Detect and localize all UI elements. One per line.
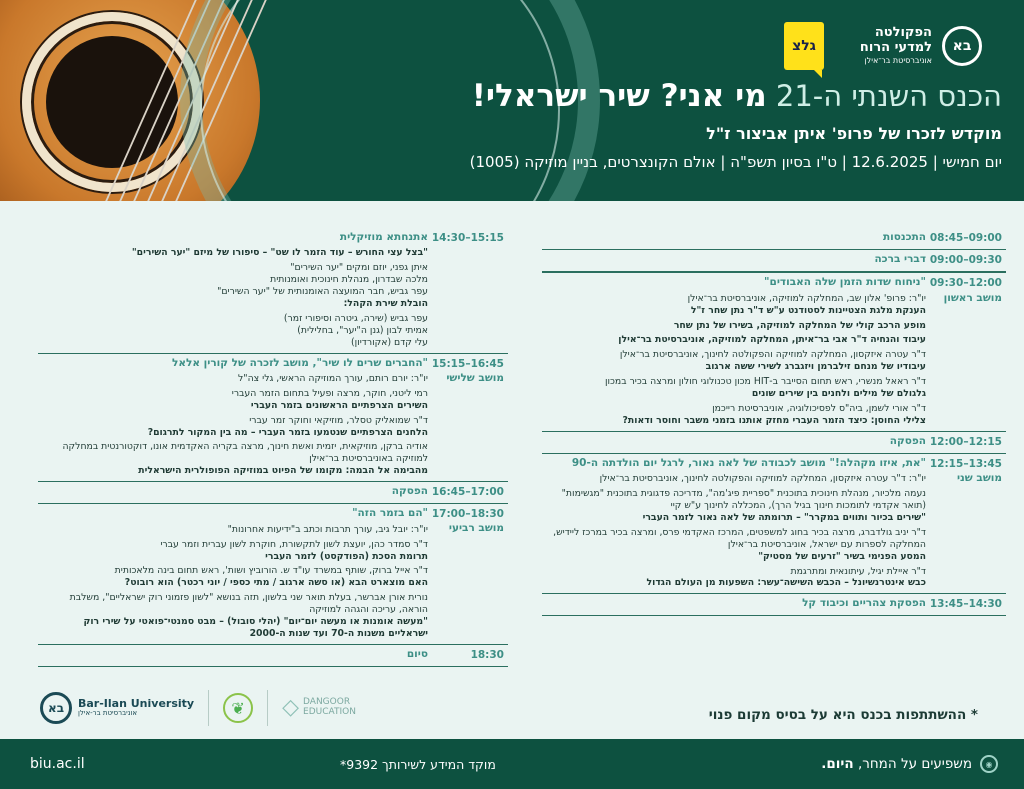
- session-label: מושב רביעי: [448, 522, 504, 535]
- speaker-entry: [42, 262, 428, 310]
- session-title: הפסקה: [391, 485, 428, 498]
- session-title: "את, איזו מקהלה!" מושב לכבודה של לאה נאור, לרגל יום הולדתה ה-90: [571, 456, 926, 469]
- talk-title: המסע הפנימי בשיר "זרעים של מסטיק": [758, 550, 926, 562]
- bar-ilan-emblem-icon: בא: [40, 692, 72, 724]
- speaker-entry: [546, 376, 926, 400]
- speaker-entry: [42, 565, 428, 589]
- talk-title: האם מוצארט הבא (או סשה ארגוב / מתי כספי / יוני רכטר) הוא רובוט?: [124, 577, 428, 589]
- talk-title: מופע הרכב קולי של המחלקה למוזיקה, בשירו של נתן שחר: [673, 319, 926, 331]
- time-range: 15:15–14:30: [431, 232, 504, 244]
- conference-subtitle: מוקדש לזכרו של פרופ' איתן אביצור ז"ל: [706, 124, 1002, 143]
- faculty-name-line1: הפקולטה: [874, 25, 932, 41]
- partner-logos: [40, 690, 356, 726]
- session-title: הפסקה: [889, 434, 926, 447]
- speaker-entry: [546, 334, 926, 346]
- university-name: אוניברסיטת בר־אילן: [864, 56, 932, 66]
- bar-ilan-hebrew: אוניברסיטת בר-אילן: [78, 709, 138, 718]
- dangoor-line1: DANGOOR: [303, 697, 351, 708]
- time-range: 12:15–12:00: [929, 435, 1002, 448]
- schedule-row: [38, 504, 508, 644]
- time-range: 16:45–15:15: [431, 357, 504, 370]
- session-title: "ניחוח שדות הזמן שלה האבודים": [764, 276, 926, 289]
- talk-title: עיבוד והנחיה ד"ר אבי בר־איתן, המחלקה למוזיקה, אוניברסיטת בר־אילן: [618, 334, 926, 346]
- bar-ilan-name: Bar-Ilan University: [78, 697, 195, 711]
- schedule-content: [542, 597, 926, 611]
- talk-title: כבש אינטרנשיונל – הכבש השישה־עשר: השפעות מן העולם הגדול: [646, 577, 926, 589]
- speaker-line: איתן גפני, יוזם ומקים "יער השירים": [290, 262, 428, 274]
- session-label: מושב שני: [956, 472, 1002, 485]
- session-title: "החברים שרים לו שיר", מושב לזכרה של קורין אלאל: [171, 356, 428, 369]
- speaker-entry: [42, 539, 428, 563]
- speaker-line: נעמה מלכיור, מנהלת חינוכית בתוכנית "ספריית פיג'מה", מדריכה פדגוגית בתוכנית "מגשימות" (תואר אקדמי לתומכות חינוך בגיל הרך), המכללה לחינוך ע"ש קיי: [561, 488, 926, 512]
- time-range: 12:00–09:30: [929, 277, 1002, 290]
- footer-bar: [0, 739, 1024, 789]
- speaker-line: מלכה שבדרון, מנהלת חינוכית ואומנותית: [270, 274, 428, 286]
- talk-title: הלחנים הצרפתיים שנטמעו בזמר העברי – מה בין המקור לתרגום?: [147, 426, 428, 438]
- conference-titles: [362, 78, 1002, 171]
- speaker-entry: [546, 473, 926, 485]
- faculty-name-line2: למדעי הרוח: [859, 40, 932, 56]
- leaf-logo-icon: ❦: [223, 693, 253, 723]
- speaker-line: ד"ר אייל ברוק, שותף במשרד עו"ד ש. הורוביץ ושות', ראש תחום בינה מלאכותית: [114, 565, 428, 577]
- talk-title: צלילי החוסן: כיצד הזמר העברי מחזק אותנו בזמני משבר וחוסר ודאות?: [622, 414, 926, 426]
- conference-title: הכנס השנתי ה-21 מי אני? שיר ישראלי!: [471, 78, 1002, 114]
- schedule-row: [542, 273, 1006, 431]
- conference-title-main: מי אני? שיר ישראלי!: [471, 78, 767, 114]
- session-label: מושב שלישי: [446, 371, 504, 384]
- schedule-time: [428, 357, 508, 478]
- schedule-time: [926, 457, 1006, 589]
- talk-title: גלגולם של מילים ולחנים בין שירים שונים: [751, 388, 926, 400]
- circle-logo-icon: ◉: [980, 755, 998, 773]
- speaker-line: עלי קדם (אקורדיון): [351, 336, 428, 348]
- speaker-line: יו"ר: ד"ר עטרה איזקסון, המחלקה למוזיקה והפקולטה לחינוך, אוניברסיטת בר־אילן: [599, 473, 926, 485]
- speaker-entry: [546, 320, 926, 332]
- talk-title: הענקת מלגת הצטיינות לסטודנט ע"ש ד"ר נתן שחר ז"ל: [690, 304, 926, 316]
- talk-title: "בצל עצי החורש – עוד הזמר לו שט" – סיפורו של מיזם "יער השירים": [131, 247, 428, 259]
- speaker-entry: [42, 313, 428, 349]
- dangoor-logo: [282, 696, 356, 720]
- talk-title: עיבודיו של מנחם זילברמן ויזגברג לשירי ששה ארגוב: [705, 361, 926, 373]
- speaker-line: ד"ר יניב גולדברג, מרצה בכיר בחוג למשפטים, המרכז האקדמי פרס, ומרצה בכיר במרכז ליידיש, המחלקה לספרות עם ישראל, אוניברסיטת בר־אילן: [553, 526, 926, 550]
- time-range: 14:30–13:45: [929, 598, 1002, 611]
- schedule-row: [38, 482, 508, 504]
- dangoor-line2: EDUCATION: [303, 707, 356, 717]
- schedule-content: [38, 231, 428, 349]
- speaker-line: נורית אורן אברשר, בעלת תואר שני בלשון, תזה בנושא "לשון פזמוני רוק ישראליים", משלבת הוראה, עריכה והגהה למוזיקה: [69, 592, 428, 616]
- program-column-left: [38, 228, 508, 667]
- speaker-entry: [546, 488, 926, 524]
- speaker-line: רמי ליטני, חוקר, מרצה ופעיל בתחום הזמר העברי: [231, 387, 428, 399]
- footer-slogan: [821, 755, 998, 773]
- speaker-line: ד"ר איילת יגיל, עיתונאית ומתרגמת: [790, 565, 926, 577]
- schedule-content: [38, 357, 428, 478]
- speaker-line: ד"ר סמדר כהן, יועצת לשון לתקשורת, חוקרת לשון עברית וזמר עברי: [160, 538, 428, 550]
- schedule-content: [38, 648, 428, 662]
- talk-title: "שירים בכיור ותווים במקרר" – תרומתה של לאה נאור לזמר העברי: [642, 511, 926, 523]
- schedule-content: [542, 276, 926, 426]
- schedule-time: [428, 648, 508, 662]
- speaker-line: יו"ר: יורם רותם, עורך המוזיקה הראשי, גלי צה"ל: [238, 373, 428, 384]
- speaker-line: יו"ר: יובל גיב, עורך תרבות וכתב ב"ידיעות אחרונות": [227, 523, 428, 535]
- session-title: אתנחתא מוזיקלית: [339, 231, 428, 243]
- schedule-row: [38, 645, 508, 667]
- schedule-row: [542, 228, 1006, 250]
- time-range: 09:30–09:00: [929, 254, 1002, 267]
- divider: [208, 690, 209, 726]
- time-range: 18:30–17:00: [431, 508, 504, 521]
- schedule-content: [542, 231, 926, 245]
- speaker-line: ד"ר אורי לשמן, ביה"ס לפסיכולוגיה, אוניברסיטת רייכמן: [712, 402, 926, 414]
- schedule-content: [38, 507, 428, 639]
- speaker-entry: [546, 566, 926, 590]
- talk-title: השירים הצרפתיים הראשונים בזמר העברי: [250, 399, 428, 411]
- schedule-row: [542, 594, 1006, 616]
- speaker-entry: [546, 349, 926, 373]
- schedule-content: [542, 435, 926, 449]
- time-range: 09:00–08:45: [929, 232, 1002, 244]
- divider: [267, 690, 268, 726]
- speaker-entry: [546, 403, 926, 427]
- session-title: דברי ברכה: [874, 253, 926, 266]
- schedule-time: [926, 435, 1006, 449]
- speaker-entry: [546, 527, 926, 563]
- attendance-note: * ההשתתפות בכנס היא על בסיס מקום פנוי: [708, 707, 978, 723]
- schedule-time: [428, 231, 508, 349]
- schedule-time: [926, 276, 1006, 426]
- speaker-entry: [42, 415, 428, 439]
- talk-title: מהבימה אל הבמה: מקומו של הפיוט במוזיקה הפופולרית הישראלית: [138, 465, 428, 477]
- speaker-entry: [42, 388, 428, 412]
- speaker-line: ד"ר ראאל מנשרי, ראש תחום הסייבר ב-HIT מכון טכנולוגי חולון ומרצה בכיר במכון: [604, 376, 926, 388]
- faculty-logo: [860, 26, 982, 66]
- bar-ilan-logo: [40, 692, 194, 724]
- program-column-right: [542, 228, 1006, 616]
- info-center-text: מוקד המידע לשירותך 9392*: [340, 757, 496, 772]
- talk-title: "מעשה אומנות או מעשה יום־יום" (יהלי סובול) – מבט סמנטי־פואטי על שירי רוק ישראליים משנות ה-70 ועד שנות ה-2000: [83, 615, 428, 639]
- speaker-line: עפר גביש, חבר המועצה האומנותית של "יער השירים": [217, 286, 428, 298]
- schedule-time: [926, 231, 1006, 245]
- speaker-line: אמיתי לבון (גנן ה"יער", בחלילית): [297, 324, 428, 336]
- speaker-entry: [42, 441, 428, 477]
- schedule-row: [38, 228, 508, 354]
- schedule-time: [926, 253, 1006, 267]
- time-range: 13:45–12:15: [929, 457, 1002, 470]
- slogan-prefix: משפיעים על המחר,: [857, 756, 972, 772]
- header-banner: [0, 0, 1024, 201]
- speaker-line: עפר גביש (שירה, גיטרה וסיפורי זמר): [283, 312, 428, 324]
- talk-title: תרומת הסכת (הפודקסט) לזמר העברי: [265, 550, 428, 562]
- speaker-entry: [546, 293, 926, 317]
- speaker-entry: [42, 373, 428, 385]
- session-title: "הם בזמר הזה": [352, 507, 428, 520]
- speaker-entry: [42, 592, 428, 640]
- schedule-row: [38, 354, 508, 483]
- schedule-time: [428, 485, 508, 499]
- speaker-line: ד"ר עטרה איזקסון, המחלקה למוזיקה והפקולטה לחינוך, אוניברסיטת בר־אילן: [619, 349, 926, 361]
- speaker-line: יו"ר: פרופ' אלון שב, המחלקה למוזיקה, אוניברסיטת בר־אילן: [687, 292, 926, 304]
- glz-logo: גלצ: [784, 22, 824, 70]
- schedule-row: [542, 432, 1006, 454]
- session-title: סיום: [406, 647, 428, 660]
- session-title: התכנסות: [882, 231, 926, 243]
- speaker-entry: [42, 247, 428, 259]
- biu-logo-icon: בא: [942, 26, 982, 66]
- conference-date-venue: יום חמישי | 12.6.2025 | ט"ו בסיון תשפ"ה | אולם הקונצרטים, בניין מוזיקה (1005): [469, 153, 1002, 171]
- talk-title: הובלת שירת הקהל:: [343, 298, 428, 309]
- time-range: 18:30: [470, 648, 504, 661]
- schedule-time: [428, 507, 508, 639]
- session-title: הפסקת צהריים וכיבוד קל: [802, 597, 926, 610]
- speaker-entry: [42, 524, 428, 536]
- schedule-time: [926, 597, 1006, 611]
- session-label: מושב ראשון: [943, 291, 1002, 304]
- schedule-content: [38, 485, 428, 499]
- schedule-row: [542, 250, 1006, 273]
- schedule-content: [542, 253, 926, 267]
- schedule-content: [542, 457, 926, 589]
- dangoor-mark-icon: ◇: [282, 694, 300, 720]
- speaker-line: ד"ר שמואליק טסלר, מוזיקאי וחוקר זמר עברי: [249, 414, 428, 426]
- speaker-line: אודיה ברקן, מוזיקאית, יזמית ואשת חינוך, מרצה בקריה האקדמית אונו, דוקטורנטית במחלקה למוזיקה באוניברסיטת בר־אילן: [62, 441, 428, 465]
- website-link[interactable]: biu.ac.il: [30, 756, 85, 772]
- slogan-bold: היום.: [821, 756, 854, 772]
- schedule-row: [542, 454, 1006, 594]
- time-range: 17:00–16:45: [431, 486, 504, 499]
